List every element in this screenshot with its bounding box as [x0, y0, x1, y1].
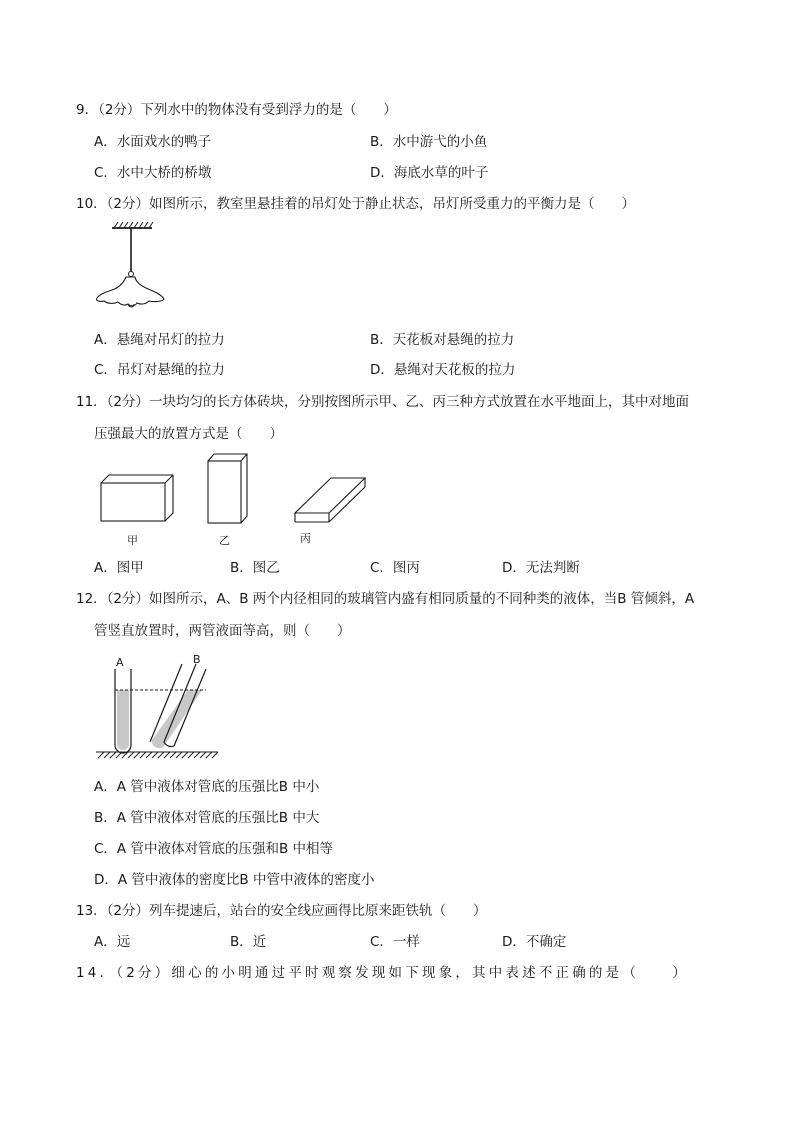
- q10-option-d: D．悬绳对天花板的拉力: [370, 362, 516, 378]
- figure-label-jia: 甲: [127, 534, 138, 547]
- tubes-figure: [90, 650, 230, 760]
- q11-option-b: B．图乙: [230, 560, 280, 576]
- q9-option-b: B．水中游弋的小鱼: [370, 134, 488, 150]
- figure-label-a: A: [116, 656, 124, 669]
- q11-option-d: D．无法判断: [502, 560, 580, 576]
- q9-option-d: D．海底水草的叶子: [370, 165, 489, 181]
- q10-stem: 10．（2分）如图所示，教室里悬挂着的吊灯处于静止状态，吊灯所受重力的平衡力是（ ）: [76, 196, 636, 212]
- q10-option-b: B．天花板对悬绳的拉力: [370, 332, 515, 348]
- q12-stem: 12．（2分）如图所示，A、B 两个内径相同的玻璃管内盛有相同质量的不同种类的液体，当B 管倾斜，A: [76, 591, 695, 607]
- q12-stem-cont: 管竖直放置时，两管液面等高，则（ ）: [94, 623, 351, 639]
- q11-stem-cont: 压强最大的放置方式是（ ）: [94, 426, 283, 442]
- q14-stem: 14．（2分）细心的小明通过平时观察发现如下现象，其中表述不正确的是（ ）: [76, 965, 690, 981]
- q10-option-c: C．吊灯对悬绳的拉力: [94, 362, 225, 378]
- q13-option-c: C．一样: [370, 934, 420, 950]
- q13-option-a: A．远: [94, 934, 131, 950]
- q13-option-d: D．不确定: [502, 934, 567, 950]
- figure-label-b: B: [193, 653, 201, 666]
- figure-label-bing: 丙: [300, 532, 311, 545]
- q12-option-d: D．A 管中液体的密度比B 中管中液体的密度小: [94, 872, 375, 888]
- q9-option-a: A．水面戏水的鸭子: [94, 134, 212, 150]
- q11-option-c: C．图丙: [370, 560, 420, 576]
- q9-stem: 9．（2分）下列水中的物体没有受到浮力的是（ ）: [76, 102, 397, 118]
- q13-option-b: B．近: [230, 934, 267, 950]
- q12-option-b: B．A 管中液体对管底的压强比B 中大: [94, 810, 320, 826]
- figure-label-yi: 乙: [219, 534, 230, 547]
- q11-stem: 11．（2分）一块均匀的长方体砖块，分别按图所示甲、乙、丙三种方式放置在水平地面上，其中对地面: [76, 394, 690, 410]
- q9-option-c: C．水中大桥的桥墩: [94, 165, 212, 181]
- q12-option-a: A．A 管中液体对管底的压强比B 中小: [94, 779, 320, 795]
- bricks-figure: [95, 450, 385, 550]
- q12-option-c: C．A 管中液体对管底的压强和B 中相等: [94, 841, 334, 857]
- q13-stem: 13．（2分）列车提速后，站台的安全线应画得比原来距铁轨（ ）: [76, 903, 487, 919]
- hanging-lamp-figure: [90, 222, 190, 322]
- q11-option-a: A．图甲: [94, 560, 144, 576]
- q10-option-a: A．悬绳对吊灯的拉力: [94, 332, 225, 348]
